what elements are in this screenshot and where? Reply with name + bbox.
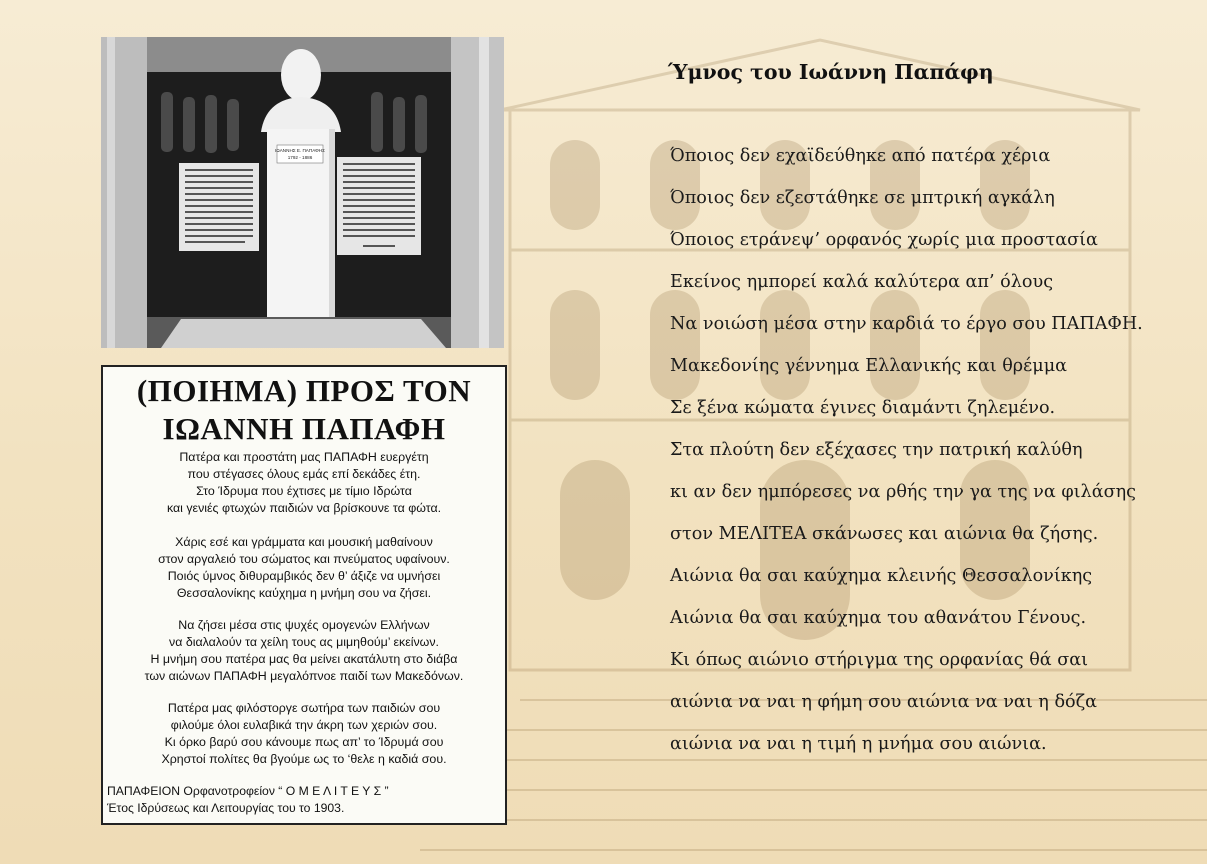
poem-line: Πατέρα και προστάτη μας ΠΑΠΑΦΗ ευεργέτη: [179, 450, 429, 464]
poem-line: Ποιός ύμνος διθυραμβικός δεν θ’ άξιζε να υμνήσει: [167, 569, 441, 583]
poem-stanza-2: [109, 534, 499, 602]
hymn-line: Στα πλούτη δεν εξέχασες την πατρική καλύθη: [670, 440, 1083, 460]
footer-founded: Έτος Ιδρύσεως και Λειτουργίας του το 1903.: [107, 801, 345, 815]
hymn-line: Όποιος δεν εχαϊδεύθηκε από πατέρα χέρια: [670, 146, 1051, 166]
poem-line: Πατέρα μας φιλόστοργε σωτήρα των παιδιών σου: [167, 701, 441, 715]
poem-stanza-4: [109, 700, 499, 768]
hymn-line: Να νοιώση μέσα στην καρδιά το έργο σου ΠΑΠΑΦΗ.: [670, 314, 1143, 334]
bust-photo: [101, 37, 504, 348]
poem-line: Να ζήσει μέσα στις ψυχές ομογενών Ελλήνων: [178, 618, 430, 632]
poem-line: Χρηστοί πολίτες θα βγούμε ως το ‘θελε η καδιά σου.: [161, 752, 447, 766]
hymn-line: Μακεδονίης γέννημα Ελλανικής και θρέμμα: [670, 356, 1068, 376]
hymn-line: Όποιος ετράνεψ’ ορφανός χωρίς μια προστασία: [670, 230, 1098, 250]
footer-institution: ΠΑΠΑΦΕΙΟΝ Ορφανοτροφείον “ Ο Μ Ε Λ Ι Τ Ε Υ Σ ”: [107, 784, 389, 798]
poem-stanza-3: [109, 617, 499, 685]
hymn-line: αιώνια να ναι η τιμή η μνήμα σου αιώνια.: [670, 734, 1047, 754]
poem-line: Θεσσαλονίκης καύχημα η μνήμη σου να ζήσει.: [176, 586, 432, 600]
poem-line: στον αργαλειό του σώματος και πνεύματος υφαίνουν.: [158, 552, 450, 566]
hymn-title: Ύμνος του Ιωάννη Παπάφη: [668, 60, 994, 84]
poem-line: των αιώνων ΠΑΠΑΦΗ μεγαλόπνοε παιδί των Μακεδόνων.: [144, 669, 464, 683]
poem-line: και γενιές φτωχών παιδιών να βρίσκουνε τα φώτα.: [166, 501, 442, 515]
card-footer: [107, 783, 505, 817]
poem-card: [101, 365, 507, 825]
poem-line: Χάρις εσέ και γράμματα και μουσική μαθαίνουν: [175, 535, 433, 549]
hymn-line: Σε ξένα κώματα έγινες διαμάντι ζηλεμένο.: [670, 398, 1056, 418]
hymn-line: κι αν δεν ημπόρεσες να ρθής την γα της να φιλάσης: [670, 482, 1136, 502]
plaque-years: 1792 - 1886: [287, 155, 313, 160]
hymn-line: Αιώνια θα σαι καύχημα κλεινής Θεσσαλονίκης: [670, 566, 1093, 586]
card-title-line1: (ΠΟΙΗΜΑ) ΠΡΟΣ ΤΟΝ: [136, 373, 472, 408]
hymn-line: Όποιος δεν εζεστάθηκε σε μπτρική αγκάλη: [670, 188, 1055, 208]
poem-line: να διαλαλούν τα χείλη τους ας μιμηθούμ’ εκείνων.: [169, 635, 439, 649]
hymn-line: Κι όπως αιώνιο στήριγμα της ορφανίας θά σαι: [670, 650, 1089, 670]
poem-line: Κι όρκο βαρύ σου κάνουμε πως απ’ το Ίδρυμά σου: [164, 735, 444, 749]
poem-line: Η μνήμη σου πατέρα μας θα μείνει ακατάλυτη στο διάβα: [150, 652, 458, 666]
hymn-line: στον ΜΕΛΙΤΕΑ σκάνωσες και αιώνια θα ζήσης.: [670, 524, 1099, 544]
poem-line: φιλούμε όλοι ευλαβικά την άκρη των χεριών σου.: [170, 718, 438, 732]
hymn-line: αιώνια να ναι η φήμη σου αιώνια να ναι η δόζα: [670, 692, 1098, 712]
hymn-line: Αιώνια θα σαι καύχημα του αθανάτου Γένους.: [670, 608, 1087, 628]
hymn-line: Εκείνος ημπορεί καλά καλύτερα απ’ όλους: [670, 272, 1054, 292]
card-title-line2: ΙΩΑΝΝΗ ΠΑΠΑΦΗ: [162, 411, 446, 446]
poem-line: Στο Ίδρυμα που έχτισες με τίμιο Ιδρώτα: [196, 484, 412, 498]
poem-stanza-1: [109, 449, 499, 517]
poem-line: που στέγασες όλους εμάς επί δεκάδες έτη.: [187, 467, 421, 481]
plaque-title: ΙΩΑΝΝΗΣ Ε. ΠΑΠΑΦΗΣ: [275, 148, 325, 153]
